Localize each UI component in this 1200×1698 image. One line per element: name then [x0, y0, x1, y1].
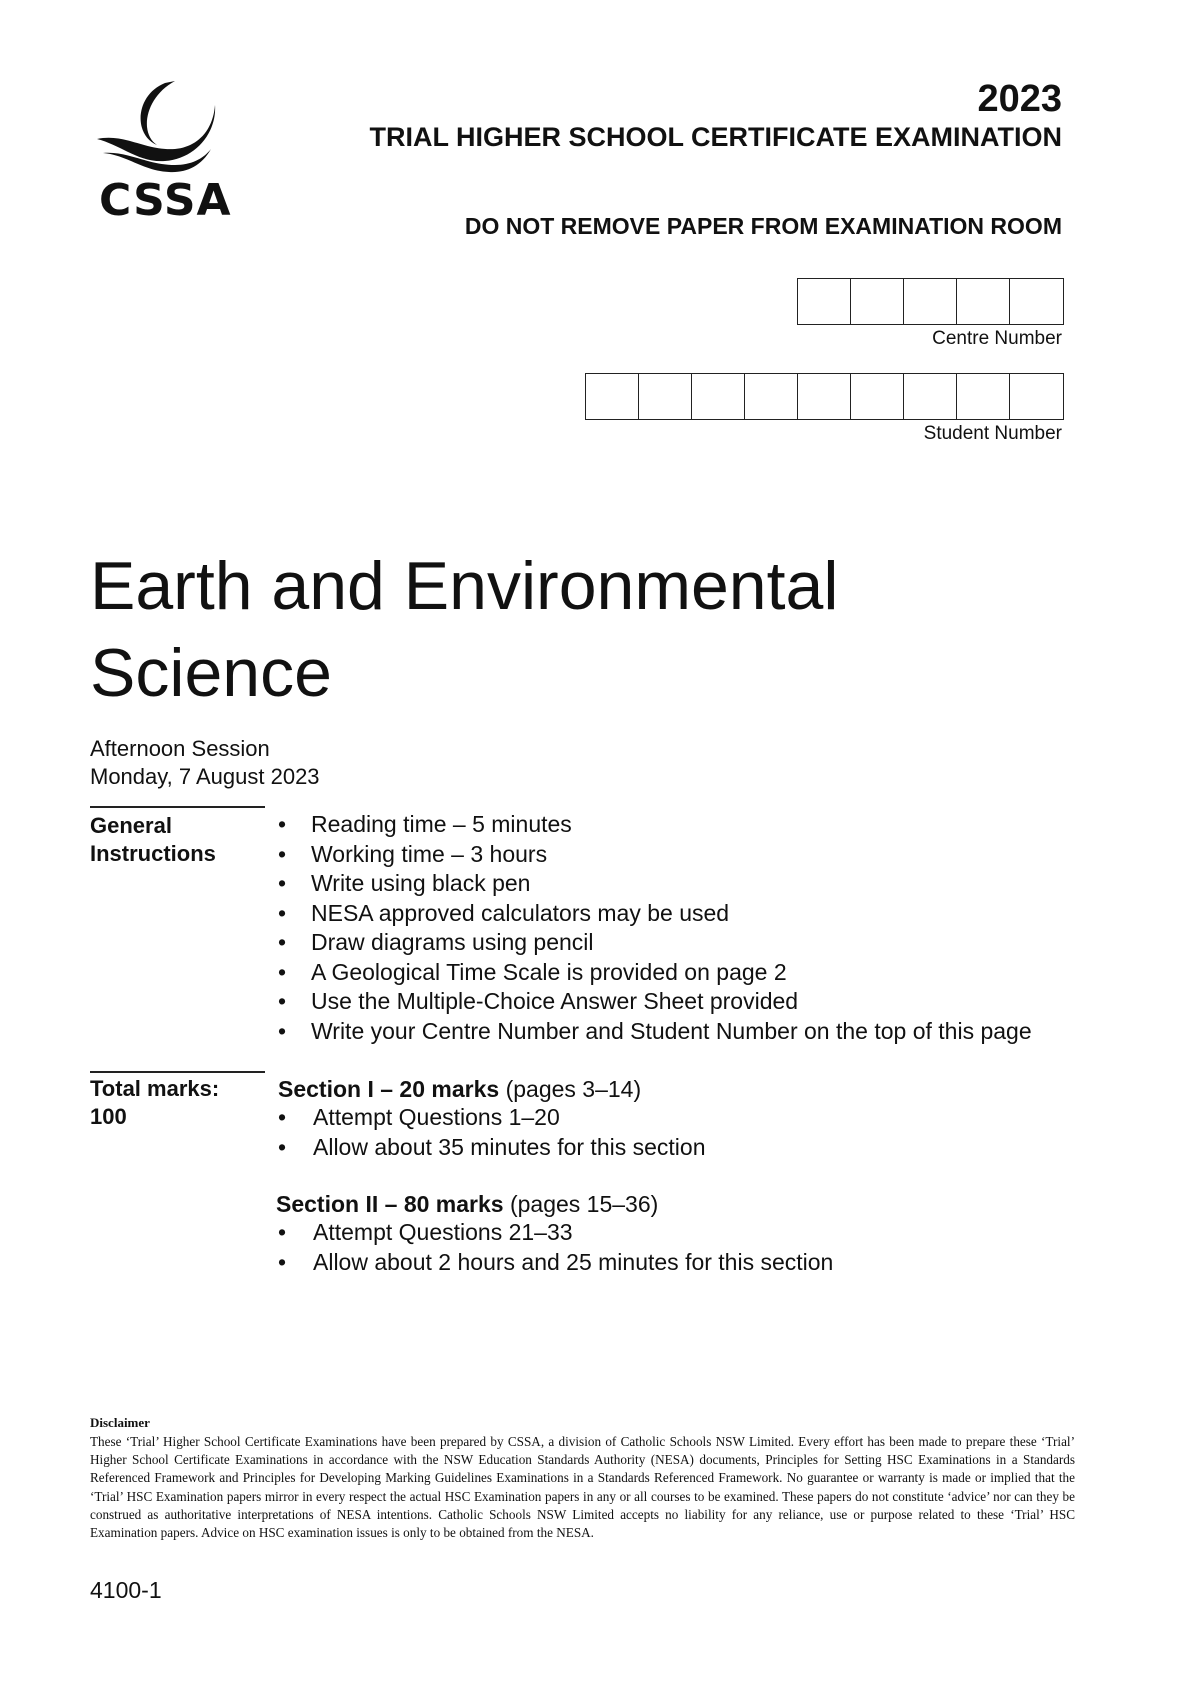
divider	[90, 1071, 265, 1073]
section-1-list	[278, 1103, 705, 1162]
student-number-cell[interactable]	[692, 374, 745, 419]
paper-code: 4100-1	[90, 1577, 162, 1603]
list-item: • Working time – 3 hours	[278, 840, 1032, 870]
general-instructions-list	[278, 810, 1032, 1046]
list-item: • Allow about 35 minutes for this section	[278, 1133, 705, 1163]
cssa-logo	[95, 75, 235, 225]
list-item: • Use the Multiple-Choice Answer Sheet provided	[278, 987, 1032, 1017]
student-number-cell[interactable]	[586, 374, 639, 419]
student-number-boxes[interactable]	[585, 373, 1064, 420]
student-number-cell[interactable]	[851, 374, 904, 419]
section-2-list	[278, 1218, 833, 1277]
list-item: • Allow about 2 hours and 25 minutes for this section	[278, 1248, 833, 1278]
session-info	[90, 735, 320, 791]
list-item: • Draw diagrams using pencil	[278, 928, 1032, 958]
student-number-cell[interactable]	[904, 374, 957, 419]
list-item: • Attempt Questions 1–20	[278, 1103, 705, 1133]
warning-notice: DO NOT REMOVE PAPER FROM EXAMINATION ROOM	[464, 213, 1062, 239]
total-marks-label: Total marks: 100	[90, 1076, 220, 1129]
list-item: • NESA approved calculators may be used	[278, 899, 1032, 929]
list-item: • Attempt Questions 21–33	[278, 1218, 833, 1248]
student-number-cell[interactable]	[639, 374, 692, 419]
cssa-swoosh-icon	[95, 75, 235, 175]
centre-number-cell[interactable]	[798, 279, 851, 324]
section-2-heading: Section II – 80 marks (pages 15–36)	[276, 1191, 659, 1217]
disclaimer-body: These ‘Trial’ Higher School Certificate Examinations have been prepared by CSSA, a division of Catholic Schools NSW Limited. Every effort has been made to prepare these ‘Trial’ Higher School Certificate Examinations in accordance with the NSW Education Standards Authority (NESA) documents, Principles for Setting HSC Examinations in a Standards Referenced Framework and Principles for Developing Marking Guidelines Examinations in a Standards Referenced Framework. No guarantee or warranty is made or implied that the ‘Trial’ HSC Examination papers mirror in every respect the actual HSC Examination papers in any or all courses to be examined. These papers do not constitute ‘advice’ nor can they be construed as authoritative interpretations of NESA intentions. Catholic Schools NSW Limited accepts no liability for any reliance, use or purpose related to these ‘Trial’ HSC Examination papers. Advice on HSC examination issues is only to be obtained from the NESA.	[90, 1434, 1075, 1541]
centre-number-cell[interactable]	[957, 279, 1010, 324]
exam-year: 2023	[977, 78, 1062, 120]
session-name: Afternoon Session	[90, 736, 270, 761]
disclaimer-title: Disclaimer	[90, 1415, 150, 1430]
divider	[90, 806, 265, 808]
exam-title: TRIAL HIGHER SCHOOL CERTIFICATE EXAMINATION	[369, 122, 1062, 152]
student-number-cell[interactable]	[798, 374, 851, 419]
section-1-heading: Section I – 20 marks (pages 3–14)	[278, 1076, 642, 1102]
centre-number-cell[interactable]	[1010, 279, 1063, 324]
student-number-label: Student Number	[923, 423, 1062, 444]
student-number-cell[interactable]	[1010, 374, 1063, 419]
logo-wordmark: CSSA	[99, 175, 232, 226]
student-number-cell[interactable]	[745, 374, 798, 419]
general-instructions-label: General Instructions	[90, 813, 216, 866]
centre-number-label: Centre Number	[932, 328, 1062, 349]
list-item: • A Geological Time Scale is provided on page 2	[278, 958, 1032, 988]
student-number-cell[interactable]	[957, 374, 1010, 419]
centre-number-boxes[interactable]	[797, 278, 1064, 325]
centre-number-cell[interactable]	[904, 279, 957, 324]
list-item: • Reading time – 5 minutes	[278, 810, 1032, 840]
list-item: • Write using black pen	[278, 869, 1032, 899]
subject-title: Earth and Environmental Science	[90, 548, 839, 711]
list-item: • Write your Centre Number and Student Number on the top of this page	[278, 1017, 1032, 1047]
centre-number-cell[interactable]	[851, 279, 904, 324]
exam-date: Monday, 7 August 2023	[90, 764, 320, 789]
